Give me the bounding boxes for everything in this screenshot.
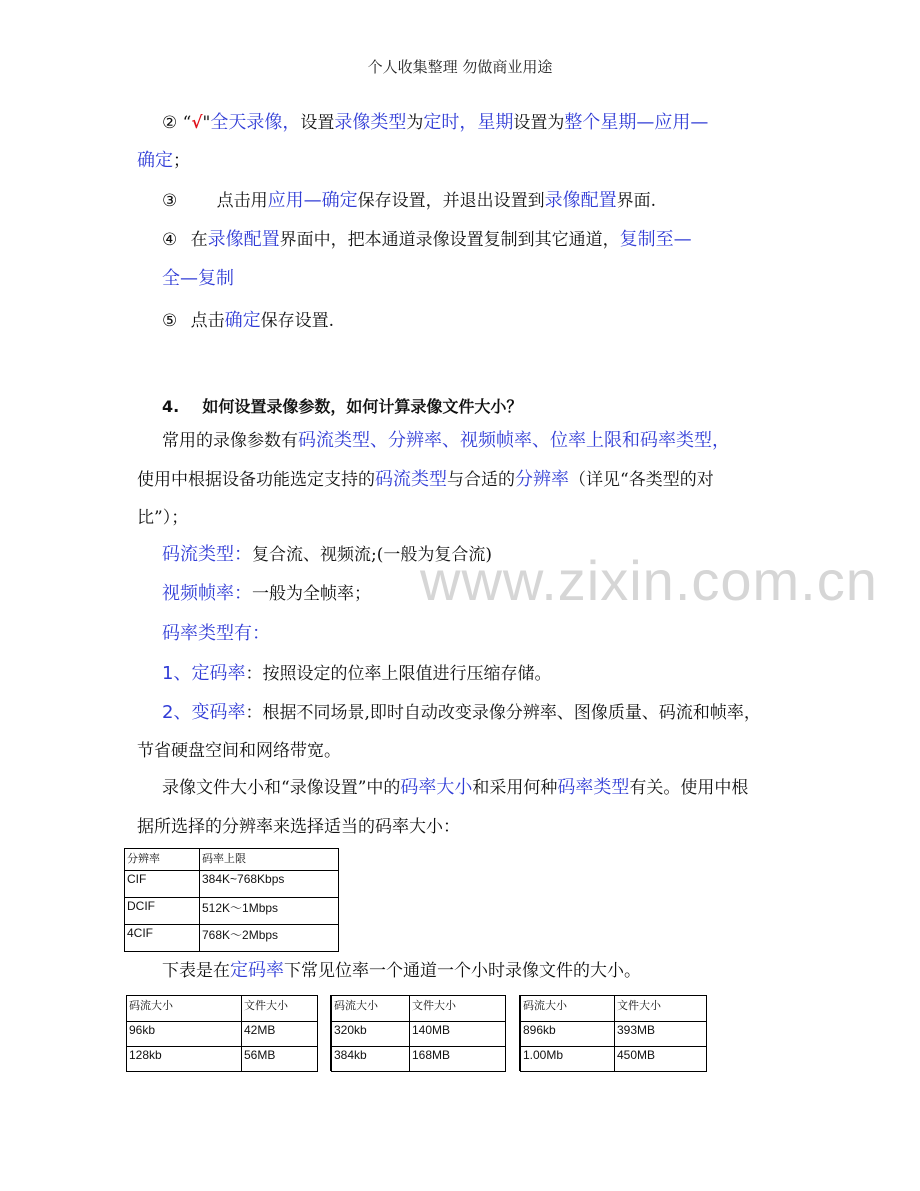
step-3-text-2: 保存设置，并退出设置到 xyxy=(357,191,545,211)
rate-1-line xyxy=(162,662,551,686)
para-1-text-5: 比”）； xyxy=(137,508,189,528)
rate-types-line xyxy=(162,622,270,646)
table-row xyxy=(521,1022,707,1047)
page-header: 个人收集整理 勿做商业用途 xyxy=(367,58,553,76)
para-1-line-2 xyxy=(137,468,714,492)
table-cell: 384kb xyxy=(332,1047,410,1072)
table-cell: 128kb xyxy=(127,1047,242,1072)
confirm-text: 确定 xyxy=(137,150,173,171)
step-2-number: ② xyxy=(162,113,178,133)
table-header-cell: 文件大小 xyxy=(615,996,707,1022)
step-3-text-1: 点击用 xyxy=(216,191,268,211)
table-cell: CIF xyxy=(125,871,200,898)
all-day-recording: 全天录像， xyxy=(210,112,301,133)
section-4-heading xyxy=(162,394,522,417)
rate-2-text-2: 节省硬盘空间和网络带宽。 xyxy=(137,741,341,761)
table-cell: 768K～2Mbps xyxy=(200,925,339,952)
open-quote: “ xyxy=(182,113,192,133)
table-header-cell: 文件大小 xyxy=(242,996,318,1022)
para-3-text-2: 下常见位率一个通道一个小时录像文件的大小。 xyxy=(284,961,641,981)
step-2-text-1: 设置 xyxy=(300,113,335,133)
step-3-number: ③ xyxy=(162,191,178,211)
para-3-text-1: 下表是在 xyxy=(162,961,230,981)
file-size-table-1 xyxy=(126,995,318,1072)
para-2-text-2: 和采用何种 xyxy=(472,778,558,798)
rate-2-line-2 xyxy=(137,739,341,763)
step-5-number: ⑤ xyxy=(162,311,178,331)
step-5-line xyxy=(162,309,334,333)
step-4-text-1: 在 xyxy=(190,230,208,250)
table-header-cell: 码流大小 xyxy=(521,996,615,1022)
close-quote: " xyxy=(202,113,211,133)
step-4-text-2: 界面中，把本通道录像设置复制到其它通道， xyxy=(279,230,620,250)
table-cell: 4CIF xyxy=(125,925,200,952)
table-cell: DCIF xyxy=(125,898,200,925)
table-gap-2 xyxy=(505,995,520,1071)
rate-2-text: ：根据不同场景,即时自动改变录像分辨率、图像质量、码流和帧率， xyxy=(245,703,761,723)
checkmark-icon: √ xyxy=(191,113,203,133)
rate-types-label: 码率类型有： xyxy=(162,623,270,644)
frame-rate-text: 一般为全帧率； xyxy=(252,584,371,604)
step-2-text-4: ； xyxy=(173,151,190,171)
para-2-text-1: 录像文件大小和“录像设置”中的 xyxy=(162,778,401,798)
para-2-text-4: 据所选择的分辨率来选择适当的码率大小： xyxy=(137,817,460,837)
step-5-text-2: 保存设置. xyxy=(260,311,335,331)
step-4-line-2 xyxy=(162,267,234,291)
para-1-text-2: 使用中根据设备功能选定支持的 xyxy=(137,470,375,490)
stream-type-label: 码流类型： xyxy=(162,544,252,565)
rate-1-text: ：按照设定的位率上限值进行压缩存储。 xyxy=(245,664,552,684)
table-cell: 320kb xyxy=(332,1022,410,1047)
resolution-bitrate-table xyxy=(124,848,339,952)
step-4-number: ④ xyxy=(162,230,178,250)
table-cell: 96kb xyxy=(127,1022,242,1047)
table-cell: 384K~768Kbps xyxy=(200,871,339,898)
para-2-line-1 xyxy=(162,776,748,800)
frame-rate-label: 视频帧率： xyxy=(162,583,252,604)
stream-type-text: 复合流、视频流;(一般为复合流) xyxy=(252,545,492,565)
step-2-text-3: 设置为 xyxy=(513,113,565,133)
step-2-line-2 xyxy=(137,149,190,173)
table-cell: 140MB xyxy=(410,1022,506,1047)
table-cell: 168MB xyxy=(410,1047,506,1072)
para-3-line xyxy=(162,959,641,983)
table-cell: 42MB xyxy=(242,1022,318,1047)
frame-rate-line xyxy=(162,582,371,606)
rate-2-label: 2、变码率 xyxy=(162,702,246,723)
table-row xyxy=(127,1047,318,1072)
para-1-text-3: 与合适的 xyxy=(447,470,515,490)
table-row xyxy=(125,871,339,898)
recording-config-2: 录像配置 xyxy=(207,229,280,250)
table-row xyxy=(332,1022,506,1047)
file-size-table-2 xyxy=(331,995,506,1072)
step-2-line-1 xyxy=(162,111,708,135)
section-number: 4. xyxy=(162,397,180,416)
para-1-line-3 xyxy=(137,506,188,530)
param-list: 码流类型、分辨率、视频帧率、位率上限和码率类型， xyxy=(298,430,730,451)
table-row xyxy=(127,1022,318,1047)
step-4-line-1 xyxy=(162,228,692,252)
bitrate-type-term: 码率类型 xyxy=(557,777,630,798)
table-header-cell: 码流大小 xyxy=(127,996,242,1022)
para-1-text-4: （详见“各类型的对 xyxy=(569,470,714,490)
para-2-text-3: 有关。使用中根 xyxy=(629,778,749,798)
table-gap-1 xyxy=(317,995,331,1071)
file-size-table-3 xyxy=(520,995,707,1072)
confirm-text-2: 确定 xyxy=(224,310,261,331)
all-copy: 全—复制 xyxy=(162,268,234,289)
bitrate-size-term: 码率大小 xyxy=(400,777,473,798)
section-title: 如何设置录像参数，如何计算录像文件大小？ xyxy=(202,397,523,416)
stream-type-term: 码流类型 xyxy=(375,469,447,490)
constant-bitrate-term: 定码率 xyxy=(230,960,284,981)
table-cell: 896kb xyxy=(521,1022,615,1047)
apply-confirm: 应用—确定 xyxy=(267,190,358,211)
copy-to: 复制至— xyxy=(619,229,692,250)
whole-week-apply: 整个星期—应用— xyxy=(564,112,709,133)
recording-config: 录像配置 xyxy=(544,190,617,211)
table-cell: 56MB xyxy=(242,1047,318,1072)
table-row xyxy=(332,1047,506,1072)
resolution-term: 分辨率 xyxy=(515,469,569,490)
table-row xyxy=(125,925,339,952)
step-2-text-2: 为 xyxy=(406,113,424,133)
table-row xyxy=(521,1047,707,1072)
table-cell: 512K～1Mbps xyxy=(200,898,339,925)
timed-week: 定时，星期 xyxy=(423,112,514,133)
para-1-line-1 xyxy=(162,429,730,453)
step-3-text-3: 界面. xyxy=(616,191,657,211)
recording-type: 录像类型 xyxy=(334,112,407,133)
table-header-row xyxy=(125,849,339,871)
table-header-cell: 码率上限 xyxy=(200,849,339,871)
table-header-cell: 码流大小 xyxy=(332,996,410,1022)
step-5-text-1: 点击 xyxy=(190,311,225,331)
para-2-line-2 xyxy=(137,815,460,839)
watermark: www.zixin.com.cn xyxy=(420,549,878,612)
table-cell: 393MB xyxy=(615,1022,707,1047)
table-row xyxy=(125,898,339,925)
rate-1-label: 1、定码率 xyxy=(162,663,246,684)
step-3-line xyxy=(162,189,656,213)
table-cell: 450MB xyxy=(615,1047,707,1072)
rate-2-line-1 xyxy=(162,701,761,725)
para-1-text-1: 常用的录像参数有 xyxy=(162,431,298,451)
table-cell: 1.00Mb xyxy=(521,1047,615,1072)
table-header-cell: 文件大小 xyxy=(410,996,506,1022)
table-header-cell: 分辨率 xyxy=(125,849,200,871)
